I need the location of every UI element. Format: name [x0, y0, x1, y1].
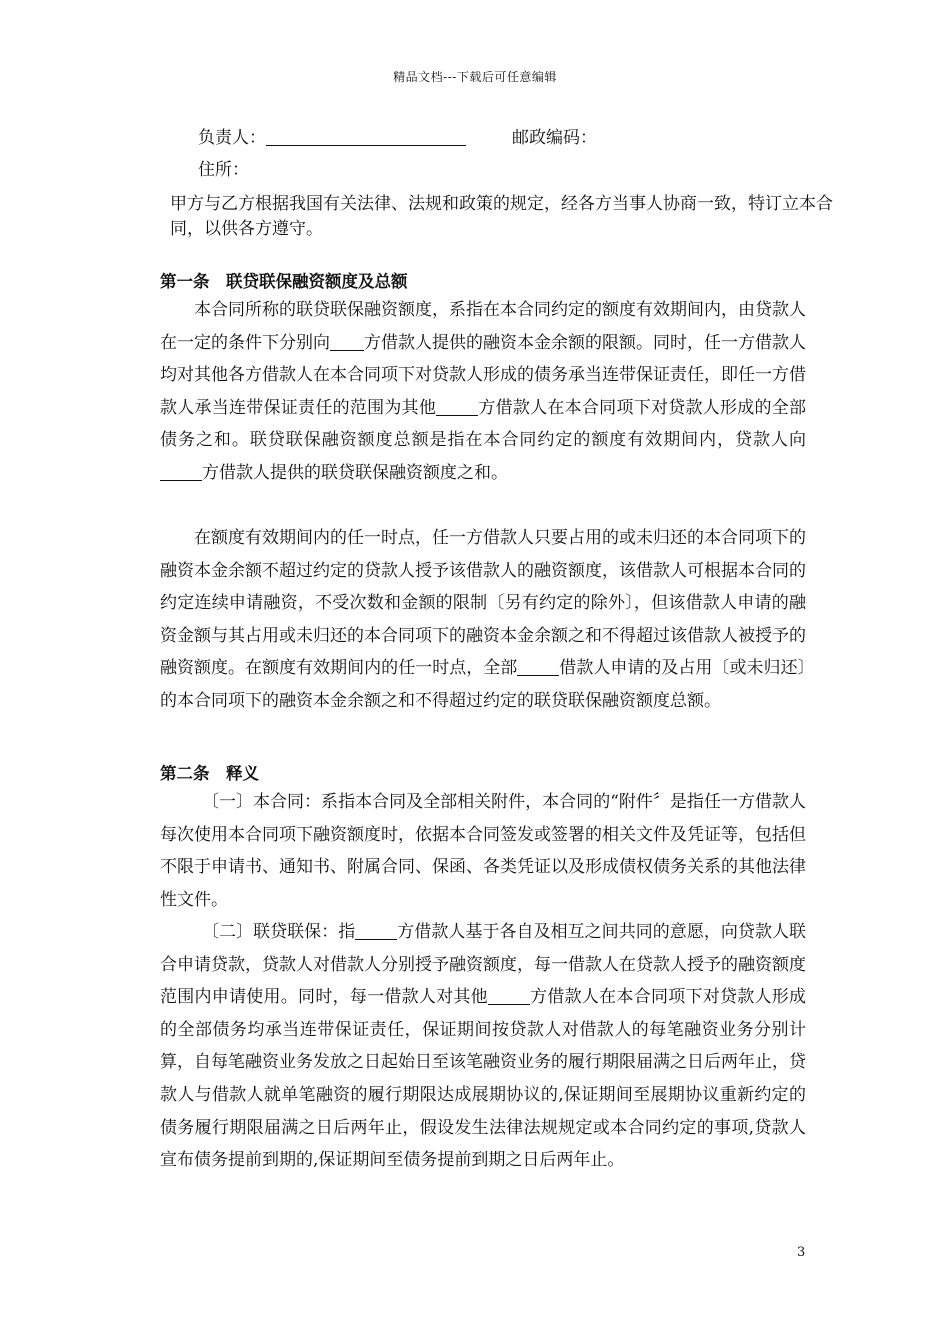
- page-header: 精品文档---下载后可任意编辑: [393, 70, 557, 84]
- postcode-label: 邮政编码：: [512, 128, 597, 148]
- blank: [488, 986, 530, 1005]
- blank: [330, 332, 364, 351]
- responsible-blank: [266, 125, 466, 146]
- blank: [355, 921, 397, 940]
- article-1-paragraph-2: 在额度有效期间内的任一时点，任一方借款人只要占用的或未归还的本合同项下的融资本金余额不超过约定的贷款人授予该借款人的融资额度，该借款人可根据本合同的约定连续申请融资，不受次数和金额的限制〔另有约定的除外〕，但该借款人申请的融资金额与其占用或未归还的本合同项下的融资本金余额之和不得超过该借款人被授予的融资额度。在额度有效期间内的任一时点，全部 借款人申请的及占用〔或未归还〕的本合同项下的融资本金余额之和不得超过约定的联贷联保融资额度总额。: [160, 528, 807, 711]
- address-label: 住所：: [198, 160, 249, 180]
- article-2-title: 第二条 释义: [160, 764, 259, 783]
- intro-line-1: 甲方与乙方根据我国有关法律、法规和政策的规定，经各方当事人协商一致，特订立本合: [170, 194, 833, 214]
- article-1-paragraph-1: 本合同所称的联贷联保融资额度，系指在本合同约定的额度有效期间内，由贷款人在一定的条件下分别向 方借款人提供的融资本金余额的限额。同时，任一方借款人均对其他各方借款人在本合同项下对贷款人形成的债务承当连带保证责任，即任一方借款人承当连带保证责任的范围为其他 方借款人在本合同项下对贷款人形成的全部债务之和。联贷联保融资额度总额是指在本合同约定的额度有效期间内，贷款人向方借款人提供的联贷联保融资额度之和。: [160, 300, 807, 483]
- blank: [517, 657, 559, 676]
- article-2-paragraph-1: 〔一〕本合同：系指本合同及全部相关附件，本合同的“附件〞是指任一方借款人每次使用本合同项下融资额度时，依据本合同签发或签署的相关文件及凭证等，包括但不限于申请书、通知书、附属合同、保函、各类凭证以及形成债权债务关系的其他法律性文件。: [160, 792, 806, 910]
- article-2-paragraph-2: 〔二〕联贷联保：指 方借款人基于各自及相互之间共同的意愿，向贷款人联合申请贷款，贷款人对借款人分别授予融资额度，每一借款人在贷款人授予的融资额度范围内申请使用。同时，每一借款人对其他 方借款人在本合同项下对贷款人形成的全部债务均承当连带保证责任，保证期间按贷款人对借款人的每笔融资业务分别计算，自每笔融资业务发放之日起始日至该笔融资业务的履行期限届满之日后两年止，贷款人与借款人就单笔融资的履行期限达成展期协议的,保证期间至展期协议重新约定的债务履行期限届满之日后两年止，假设发生法律法规规定或本合同约定的事项,贷款人宣布债务提前到期的,保证期间至债务提前到期之日后两年止。: [160, 922, 807, 1171]
- page-number: 3: [797, 1245, 806, 1260]
- article-1-title: 第一条 联贷联保融资额度及总额: [160, 272, 408, 291]
- blank: [160, 462, 202, 481]
- intro-line-2: 同，以供各方遵守。: [170, 219, 323, 239]
- blank: [436, 397, 478, 416]
- responsible-field: [198, 122, 466, 154]
- responsible-label: 负责人：: [198, 128, 266, 148]
